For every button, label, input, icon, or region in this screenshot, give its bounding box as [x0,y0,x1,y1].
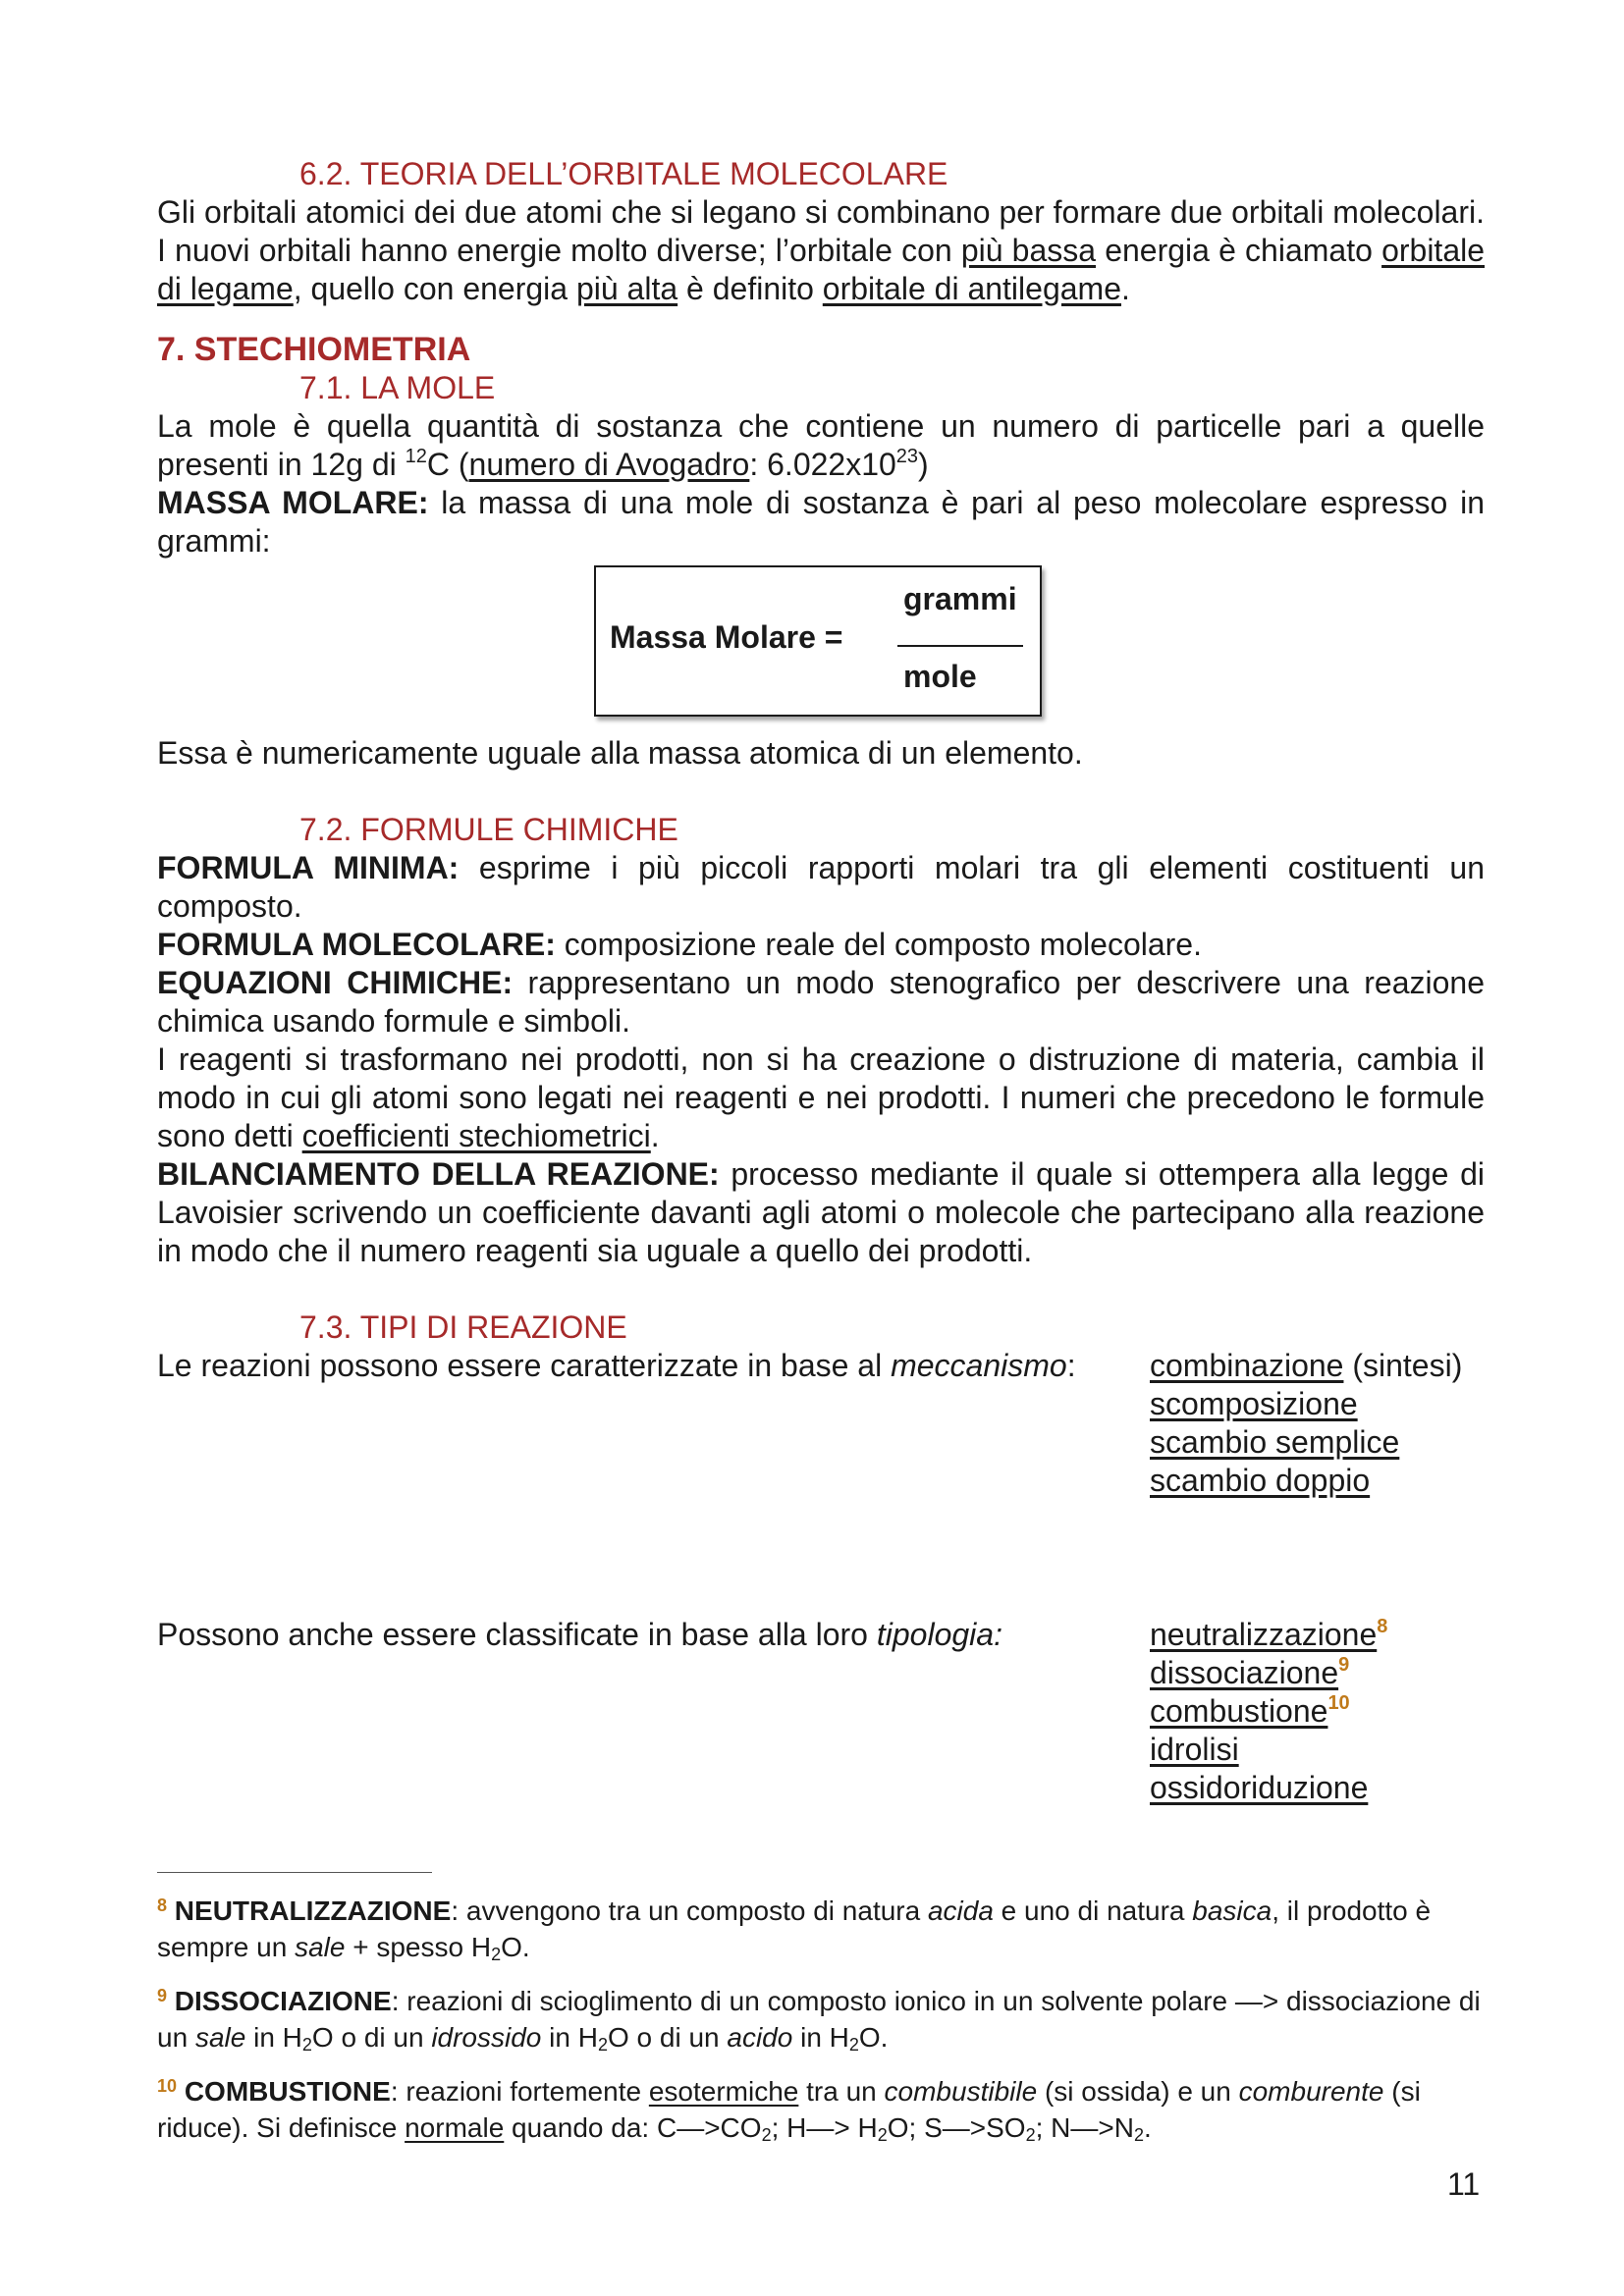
footnote-ref[interactable]: 8 [1377,1616,1388,1637]
heading-7: 7. STECHIOMETRIA [157,331,471,368]
term-avogadro-number: numero di Avogadro [468,447,750,482]
paragraph-mole: La mole è quella quantità di sostanza che contiene un numero di particelle pari a quelle presenti in 12g di $^{12}$C (numero di Avogadro: $6.022x10^{23}$) [157,408,1485,482]
footnote-ref[interactable]: 9 [1338,1654,1350,1676]
list-item: dissociazione$^9$ [1150,1654,1350,1690]
term-stoich-coefficients: coefficienti stechiometrici [301,1118,651,1153]
list-item: combustione$^{10}$ [1150,1692,1350,1729]
paragraph-atomic-mass: Essa è numericamente uguale alla massa atomica di un elemento. [157,735,1083,771]
footnote-ref[interactable]: 10 [1327,1692,1350,1714]
paragraph-orbitals: Gli orbitali atomici dei due atomi che si legano si combinano per formare due orbitali molecolari. I nuovi orbitali hanno energie molto diverse; l’orbitale con più bassa energia è chiamato orbitale di legame, quello con energia più alta è definito orbitale di antilegame. [157,194,1486,306]
term-antibonding-orbital: orbitale di antilegame [822,271,1121,306]
list-item: scambio semplice [1150,1424,1400,1460]
page-content [157,155,1485,1807]
formula-numerator: grammi [903,581,1017,616]
typology-row: Possono anche essere classificate in base alla loro tipologia: neutralizzazione$^8$ dissociazione$^9$ combustione$^{10}$ idrolisi ossidoriduzione [157,1616,1388,1805]
formula-denominator: mole [903,659,977,694]
typology-list [1150,1616,1387,1807]
footnote-8: $^8$ NEUTRALIZZAZIONE: avvengono tra un composto di natura acida e uno di natura basica, il prodotto è sempre un sale + spesso $H_2O$. [157,1896,1432,1964]
term-lower-energy: più bassa [960,233,1097,268]
molar-mass-formula-box [594,565,1042,717]
list-item: scambio doppio [1150,1463,1371,1498]
mechanism-list [1150,1347,1462,1500]
page-number: 11 [1447,2166,1481,2202]
fraction-bar [897,645,1023,647]
heading-7-3: 7.3. TIPI DI REAZIONE [299,1309,627,1345]
paragraph-chem-equations: EQUAZIONI CHIMICHE: rappresentano un modo stenografico per descrivere una reazione chimica usando formule e simboli. [157,965,1486,1039]
footnote-separator [157,1872,432,1873]
list-item: ossidoriduzione [1150,1770,1369,1805]
formula-lhs: Massa Molare = [610,619,843,655]
paragraph-reagents: I reagenti si trasformano nei prodotti, non si ha creazione o distruzione di materia, cambia il modo in cui gli atomi sono legati nei reagenti e nei prodotti. I numeri che precedono le formule sono detti coefficienti stechiometrici. [157,1041,1485,1153]
heading-7-2: 7.2. FORMULE CHIMICHE [299,812,678,847]
list-item: neutralizzazione$^8$ [1150,1616,1388,1652]
footnote-9: $^9$ DISSOCIAZIONE: reazioni di scioglimento di un composto ionico in un solvente polare —> dissociazione di un sale in $H_2O$ o di un idrossido in $H_2O$ o di un acido in $H_2O$. [157,1986,1481,2055]
label-molar-mass: MASSA MOLARE: [157,485,429,520]
heading-6-2: 6.2. TEORIA DELL’ORBITALE MOLECOLARE [299,156,948,191]
paragraph-min-formula: FORMULA MINIMA: esprime i più piccoli rapporti molari tra gli elementi costituenti un composto. [157,850,1486,924]
term-bonding-orbital: orbitale di legame [157,233,1486,306]
footnote-10: $^{10}$ COMBUSTIONE: reazioni fortemente esotermiche tra un combustibile (si ossida) e un comburente (si riduce). Si definisce normale quando da: $C—>CO_2$; H—> $H_2O$; $S—>SO_2$; $N—>N_2$. [157,2076,1421,2145]
footnotes [157,1893,1485,2163]
heading-7-1: 7.1. LA MOLE [299,370,496,405]
paragraph-molar-mass: MASSA MOLARE: la massa di una mole di sostanza è pari al peso molecolare espresso in grammi: [157,485,1486,559]
paragraph-balancing: BILANCIAMENTO DELLA REAZIONE: processo mediante il quale si ottempera alla legge di Lavoisier scrivendo un coefficiente davanti agli atomi o molecole che partecipano alla reazione in modo che il numero reagenti sia uguale a quello dei prodotti. [157,1156,1486,1268]
mechanism-row: Le reazioni possono essere caratterizzate in base al meccanismo: combinazione (sintesi) scomposizione scambio semplice scambio doppio [157,1348,1463,1498]
list-item: scomposizione [1150,1386,1358,1421]
list-item: combinazione (sintesi) [1150,1348,1463,1383]
list-item: idrolisi [1150,1732,1239,1767]
paragraph-mol-formula: FORMULA MOLECOLARE: composizione reale del composto molecolare. [157,927,1202,962]
term-higher-energy: più alta [575,271,678,306]
